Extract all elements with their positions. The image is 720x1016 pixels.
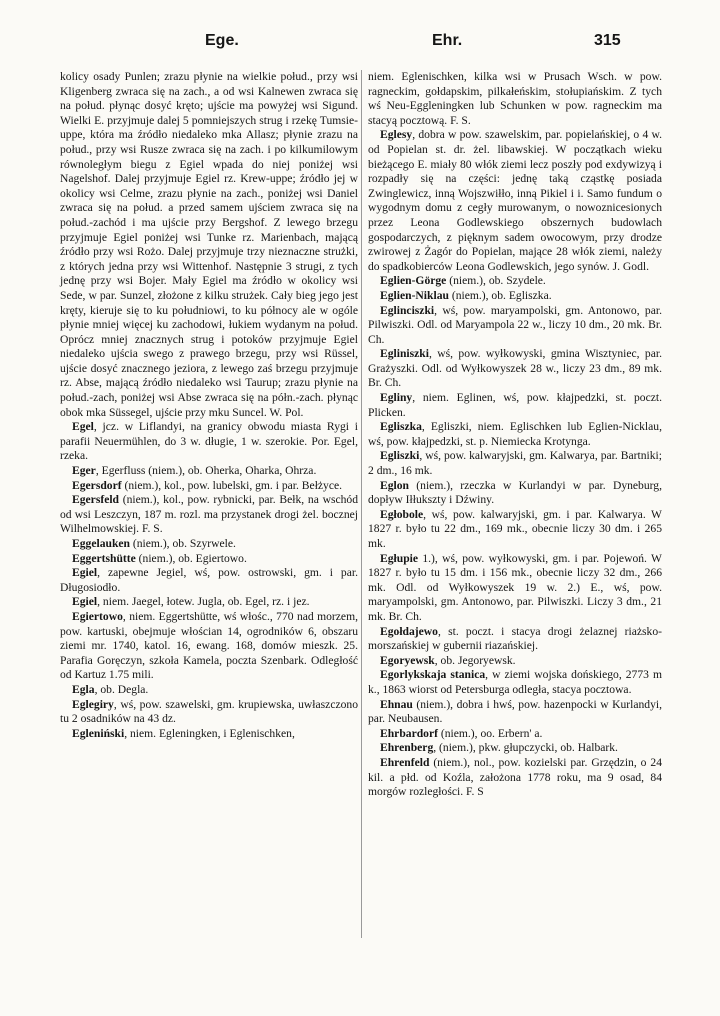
- entry-headword: Egliszka: [380, 420, 422, 434]
- entry-text: kolicy osady Punlen; zrazu płynie na wielkie połud., przy wsi Kligenberg zwraca się na zach., a od wsi Kalnewen zwraca się na połud. płynąc dosyć kręto; ujście ma powyżej wsi Sigund. Wielki E. przyjmuje dalej 5 pomniejszych strug i rzekę Tumsie-uppe, która ma źródło niedaleko mka Allasz; płynie zrazu na połud., przy wsi Rusze zwraca się na zach. i po kilkumilowym równoległym biegu z Egiel wpada do niej poniżej wsi Nagelshof. Dalej przyjmuje Egiel rz. Krew-uppe; źródło jej w okolicy wsi Celme, zrazu płynie na zach., poniżej wsi Daniel zwraca się na połud. a przed samem ujściem zwraca się na połud.-zachód i ma ujście przy Bergshof. Z lewego brzegu przyjmuje Egiel poniżej wsi Tunke rz. Marienbach, mającą źródło przy wsi Rożo. Dalej przyjmuje trzy nieznaczne strużki, z których jedna przy wsi Wittenhof. Następnie 3 strugi, z tych jednę przy wsi Bojer. Mały Egiel ma źródło w okolicy wsi Sede, w par. Sunzel, złożone z kilku strużek. Cały bieg jego jest kręty, kieruje się to ku południowi, to ku północy ale w ogóle płynie mniej więcej ku zachodowi, łukiem wydanym na połud. Oprócz mniej znacznych strug i potoków przyjmuje Egiel niedaleko ujścia swego z prawego brzegu, przy wsi Rüssel, ujście dosyć znacznego jeziora, z lewego zaś brzegu przyjmuje rz. Abse, mającą źródło niedaleko wsi Taurup; zrazu płynie na połud.-zach, poniżej wsi Abse zwraca się na półn.-zach. płynąc obok mka Süssegel, ujście przy mku Suncel. W. Pol.: [60, 70, 358, 419]
- entry-headword: Egleniński: [72, 726, 125, 740]
- entry-text: , niem. Jaegel, łotew. Jugla, ob. Egel, rz. i jez.: [97, 595, 310, 609]
- entry-text: , jcz. w Liflandyi, na granicy obwodu miasta Rygi i parafii Neuermühlen, do 3 w. długie, 1 w. szerokie. Por. Egel, rzeka.: [60, 420, 358, 463]
- entry-headword: Egliszki: [380, 449, 420, 463]
- dictionary-entry: [368, 449, 662, 478]
- entry-text: (niem.), ob. Szydele.: [446, 274, 546, 288]
- entry-text: , wś, pow. szawelski, gm. krupiewska, uwłaszczono tu 2 osadników na 43 dz.: [60, 697, 358, 726]
- entry-headword: Ehrbardorf: [380, 726, 438, 740]
- dictionary-entry: [368, 741, 662, 756]
- entry-headword: Eglesy: [380, 128, 413, 142]
- dictionary-entry: [368, 420, 662, 449]
- dictionary-entry: [368, 756, 662, 800]
- entry-headword: Eglien-Görge: [380, 274, 447, 288]
- entry-text: , dobra w pow. szawelskim, par. popielańskiej, o 4 w. od Popielan st. dr. żel. libawskiej. W początkach wieku bieżącego E. miały 80 włók ziemi lecz poszły pod exdywizyą i rozpadły się na części: jednę taką cząstkę posiada Zwinglewicz, inną Wojszwiłło, inną Pikiel i i. Samo fundum o wygodnym domu z cegły murowanym, o nowoznicesionych przez Leona Godlewskiego obszernych budowlach gospodarczych, z pięknym sadem owocowym, przy drodze zwirowej z Żagór do Popielan, mające 28 włók ziemi, należy do spadkobierców Leona Godlewskich, jego synów. J. Godl.: [368, 128, 662, 273]
- entry-headword: Eglien-Niklau: [380, 288, 449, 302]
- entry-text: (niem.), ob. Szyrwele.: [129, 537, 236, 550]
- dictionary-entry: [368, 289, 662, 304]
- running-head-left: Ege.: [205, 32, 239, 49]
- dictionary-entry: [60, 595, 358, 610]
- dictionary-entry: [368, 347, 662, 391]
- dictionary-entry: [60, 464, 358, 479]
- dictionary-entry: [60, 610, 358, 683]
- dictionary-entry: [368, 625, 662, 654]
- column-divider: [361, 70, 362, 938]
- entry-text: , zapewne Jegiel, wś, pow. ostrowski, gm. i par. Długosiodło.: [60, 566, 358, 594]
- dictionary-entry: [60, 683, 358, 698]
- entry-headword: Eglinciszki: [380, 303, 435, 317]
- entry-text: , niem. Eggertshütte, wś włośc., 770 nad morzem, pow. kartuski, obejmuje włościan 14, ogrodników 6, obszaru ziemi mr. 1740, katol. 16, ewang. 168, domów mieszk. 25. Parafia Goręczyn, szkoła Kamela, poczta Szenbark. Odległość od Kartuz 1.75 mili.: [60, 609, 358, 682]
- entry-text: , w ziemi wojska dońskiego, 2773 m k., 1863 wiorst od Petersburga odległa, stacya pocztowa.: [368, 668, 662, 696]
- dictionary-entry: [60, 566, 358, 595]
- entry-headword: Egla: [72, 682, 95, 696]
- entry-text: , wś, pow. maryampolski, gm. Antonowo, par. Pilwiszki. Odl. od Maryampola 22 w., liczy 10 dm., 20 mk. Br. Ch.: [368, 303, 662, 346]
- entry-text: , wś, pow. kalwaryjski, gm. Kalwarya, par. Bartniki; 2 dm., 16 mk.: [368, 449, 662, 478]
- entry-text: , st. poczt. i stacya drogi żelaznej riażsko-morszańskiej w gubernii riazańskiej.: [368, 624, 662, 653]
- dictionary-entry: [368, 654, 662, 669]
- dictionary-entry: [60, 479, 358, 494]
- dictionary-entry: [368, 391, 662, 420]
- running-head-center: Ehr.: [432, 32, 463, 49]
- entry-headword: Eger: [72, 464, 96, 478]
- entry-headword: Egliniszki: [380, 347, 429, 361]
- dictionary-entry: [60, 552, 358, 567]
- entry-headword: Eglegiry: [72, 697, 114, 711]
- entry-text: , Egliszki, niem. Eglischken lub Eglien-Nicklau, wś, pow. kłajpedzki, st. p. Niemiecka Krotynga.: [368, 420, 662, 448]
- dictionary-entry: [60, 537, 358, 552]
- entry-text: (niem.), kol., pow. rybnicki, par. Bełk, na wschód od wsi Leszczyn, 187 m. rozl. ma przystanek drogi żel. bocznej Wilhelmowskiej. F. S.: [60, 493, 358, 536]
- entry-headword: Egersdorf: [72, 478, 122, 492]
- dictionary-entry: [368, 274, 662, 289]
- entry-headword: Egiel: [72, 595, 98, 609]
- entry-text: (niem.), ob. Egliszka.: [448, 288, 552, 302]
- entry-headword: Egiel: [72, 566, 98, 580]
- entry-text: , niem. Egleningken, i Eglenischken,: [124, 726, 295, 740]
- entry-text: , wś, pow. wyłkowyski, gmina Wisztyniec, par. Grażyszki. Odl. od Wyłkowyszek 28 w., liczy 23 dm., 89 mk. Br. Ch.: [368, 347, 662, 390]
- dictionary-entry: [368, 552, 662, 625]
- entry-text: (niem.), ob. Egiertowo.: [135, 551, 247, 565]
- dictionary-entry: [368, 304, 662, 348]
- page-number: 315: [594, 32, 621, 49]
- entry-text: (niem.), dobra i hwś, pow. hazenpocki w Kurlandyi, par. Neubausen.: [368, 697, 662, 726]
- entry-text: 1.), wś, pow. wyłkowyski, gm. i par. Pojewoń. W 1827 r. było tu 15 dm. i 156 mk., obecnie liczy 32 dm., 266 mk. Odl. od Wyłkowyszek 19 w. 2.) E., wś, pow. maryampolski, gm. Antonowo, par. Pilwiszki. Liczy 3 dm., 21 mk. Br. Ch.: [368, 551, 662, 623]
- entry-headword: Eggelauken: [72, 537, 130, 550]
- dictionary-entry: [60, 698, 358, 727]
- entry-headword: Ehrenfeld: [380, 755, 430, 769]
- dictionary-entry: [60, 727, 358, 742]
- entry-headword: Egłobole: [380, 507, 424, 521]
- dictionary-entry: [368, 698, 662, 727]
- entry-headword: Eggertshütte: [72, 551, 136, 565]
- entry-headword: Egel: [72, 420, 94, 434]
- entry-headword: Egliny: [380, 391, 413, 405]
- entry-headword: Egiertowo: [72, 609, 123, 623]
- entry-text: , niem. Eglinen, wś, pow. kłajpedzki, st. poczt. Plicken.: [368, 391, 662, 419]
- left-column: [60, 70, 358, 741]
- entry-headword: Egorlykskaja stanica: [380, 668, 486, 682]
- entry-text: (niem.), kol., pow. lubelski, gm. i par. Bełżyce.: [121, 478, 343, 492]
- entry-headword: Egoryewsk: [380, 653, 435, 667]
- entry-text: , ob. Degla.: [94, 682, 149, 696]
- entry-headword: Egłupie: [380, 551, 419, 565]
- entry-text: , ob. Jegoryewsk.: [434, 653, 516, 667]
- entry-text: , wś, pow. kalwaryjski, gm. i par. Kalwarya. W 1827 r. było tu 22 dm., 169 mk., obecnie liczy 30 dm. i 265 mk.: [368, 507, 662, 550]
- entry-headword: Egersfeld: [72, 493, 120, 507]
- entry-headword: Ehrenberg: [380, 741, 434, 755]
- dictionary-entry: [368, 508, 662, 552]
- entry-headword: Egołdajewo: [380, 624, 438, 638]
- dictionary-entry: [60, 493, 358, 537]
- dictionary-entry: [368, 128, 662, 274]
- entry-headword: Eglon: [380, 478, 409, 492]
- dictionary-entry: [368, 727, 662, 742]
- entry-text: niem. Eglenischken, kilka wsi w Prusach Wsch. w pow. ragneckim, gołdapskim, pilkałeńskim, stołupiańskim. Z tych wś Neu-Eggleningken lub Schunken w pow. ragneckim ma stacyą pocztową. F. S.: [368, 70, 662, 127]
- dictionary-entry: [368, 668, 662, 697]
- dictionary-entry: [368, 479, 662, 508]
- dictionary-entry: [60, 420, 358, 464]
- entry-text: , Egerfluss (niem.), ob. Oherka, Oharka, Ohrza.: [95, 464, 317, 478]
- dictionary-entry: [368, 70, 662, 128]
- dictionary-entry: [60, 70, 358, 420]
- right-column: [368, 70, 662, 800]
- entry-text: (niem.), oo. Erbern' a.: [437, 726, 543, 740]
- entry-text: (niem.), rzeczka w Kurlandyi w par. Dyneburg, dopływ Iłłukszty i Dźwiny.: [368, 478, 662, 507]
- entry-text: , (niem.), pkw. głupczycki, ob. Halbark.: [433, 741, 618, 755]
- entry-headword: Ehnau: [380, 697, 413, 711]
- entry-text: (niem.), nol., pow. kozielski par. Grzędzin, o 24 kil. a płd. od Koźla, założona 1778 roku, ma 9 osad, 84 morgów rozległości. F. S: [368, 755, 662, 799]
